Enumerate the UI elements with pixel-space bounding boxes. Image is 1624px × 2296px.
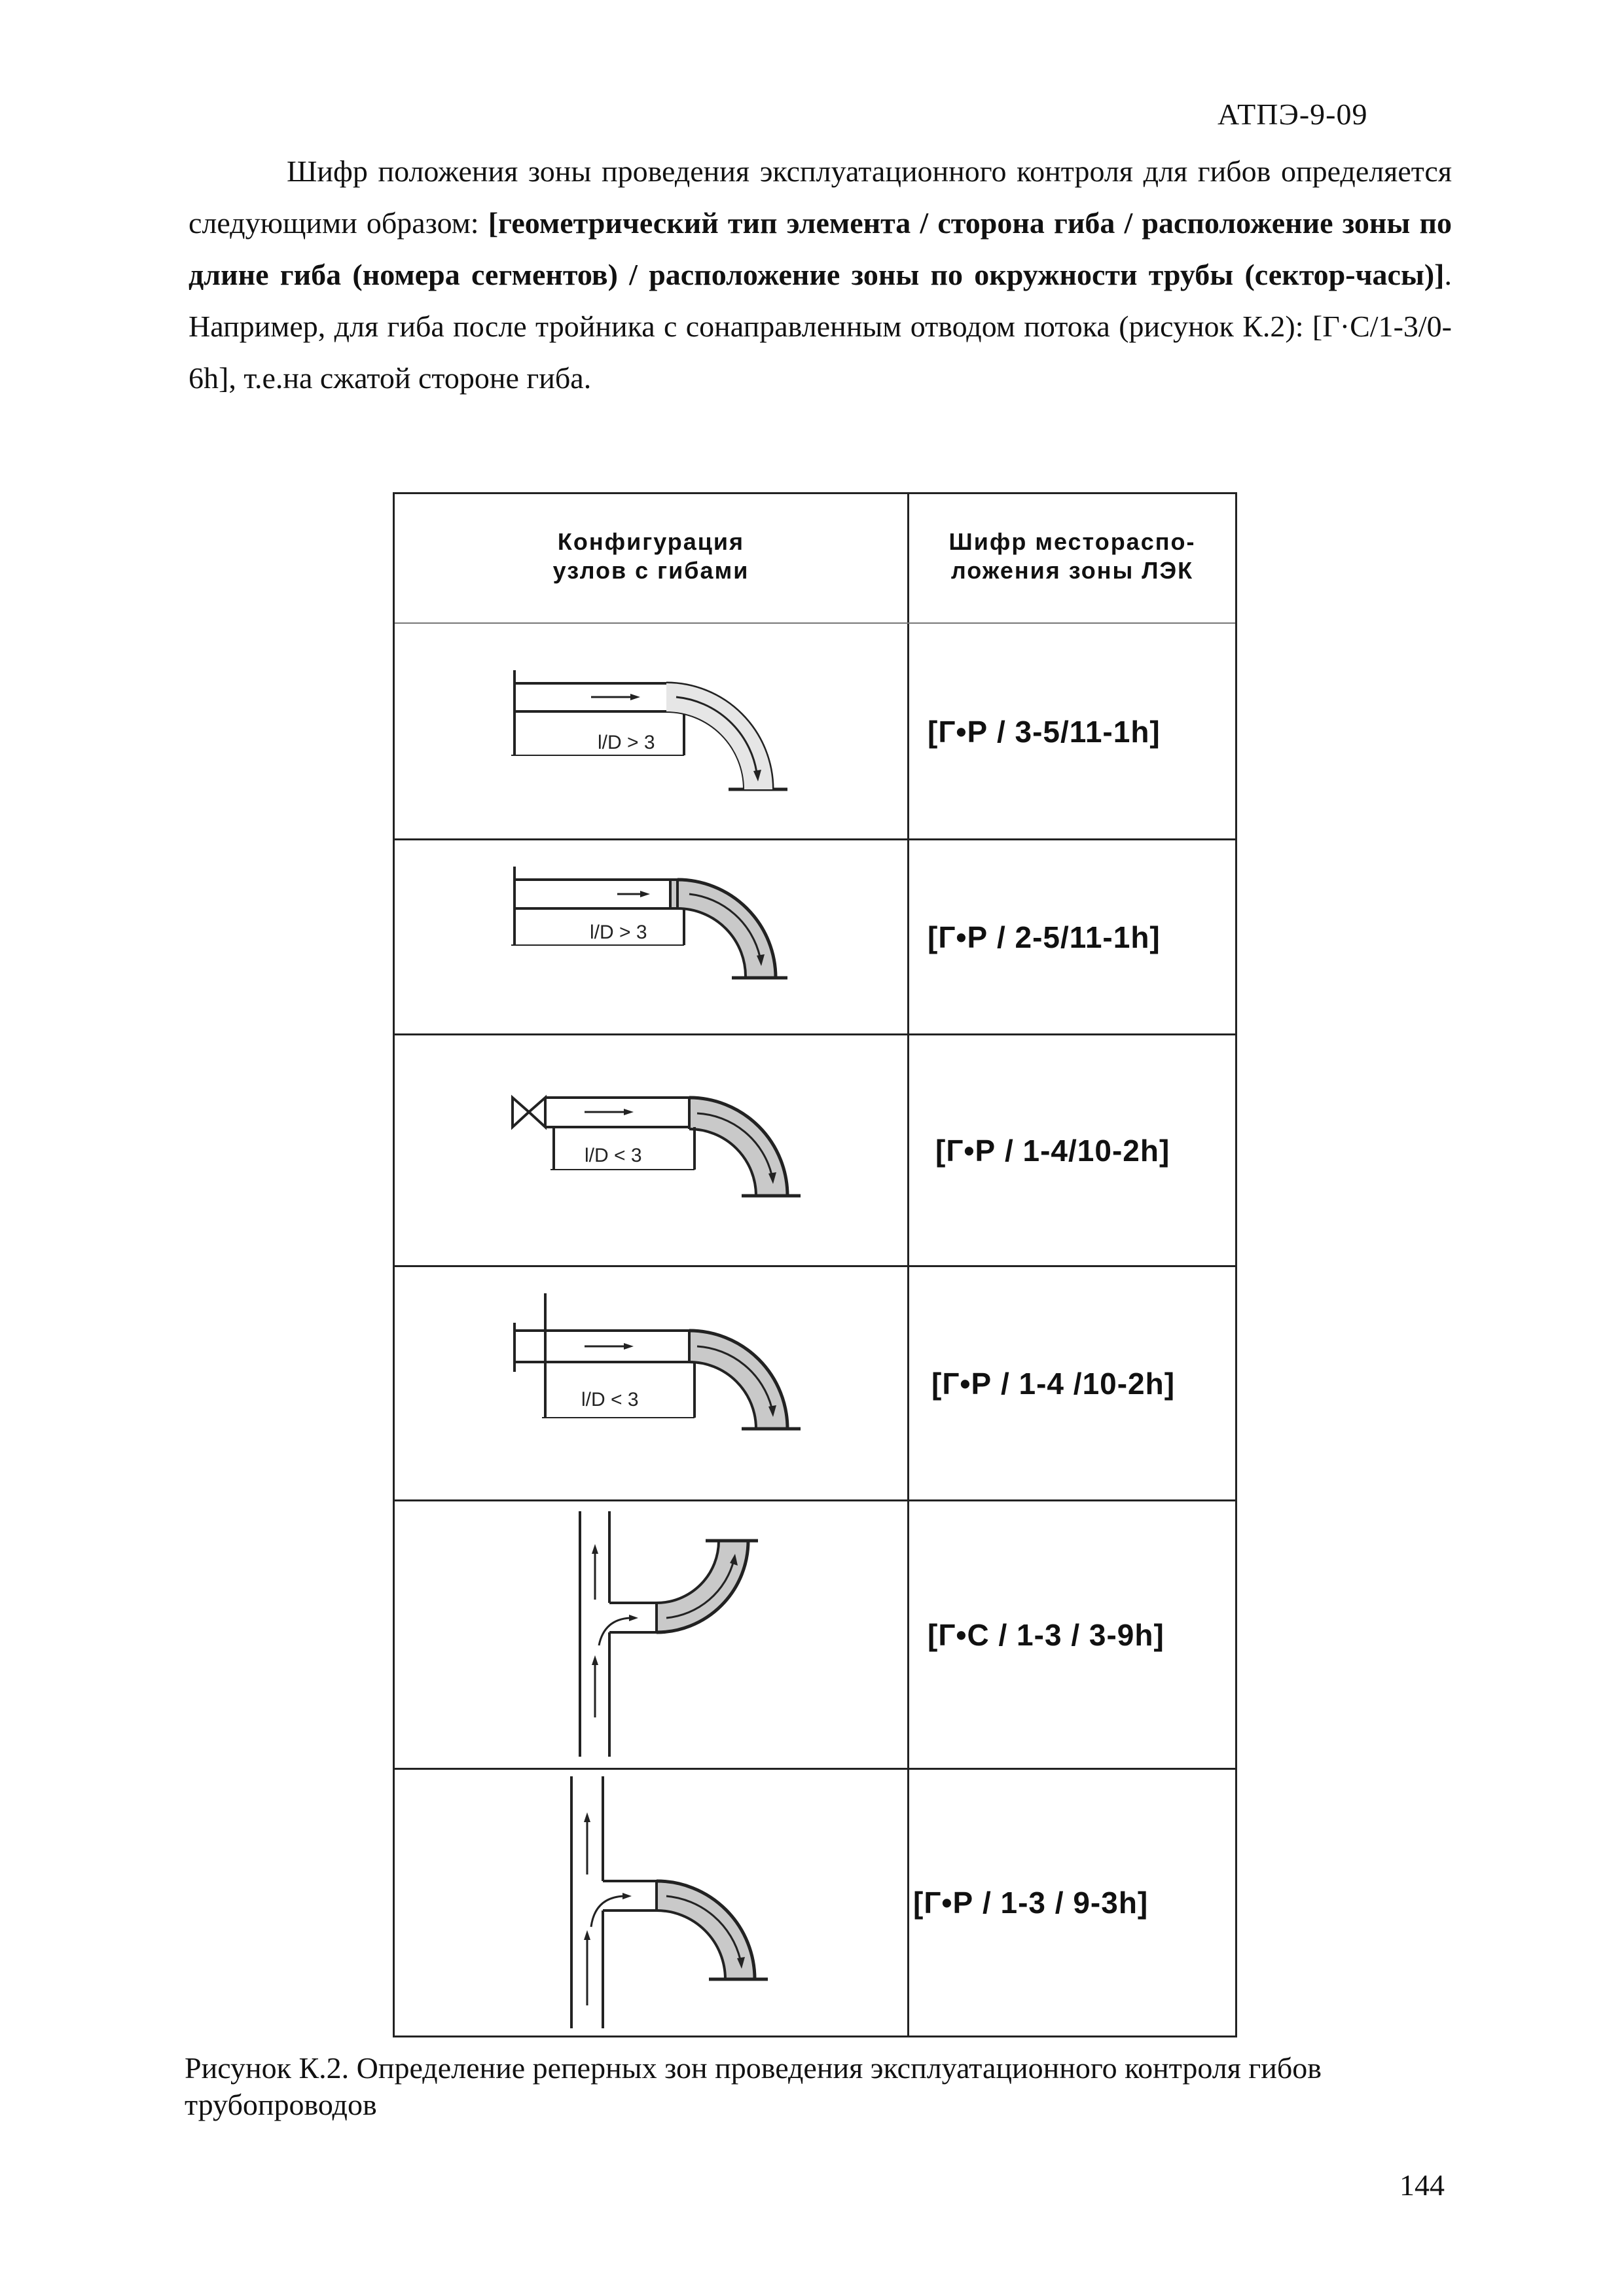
cipher-code (909, 1770, 1239, 2036)
tee-bend-diagram-5 (395, 1501, 907, 1768)
row-divider (395, 622, 1235, 624)
page-number: 144 (1399, 2168, 1445, 2202)
cipher-code-text: [Г•Р / 1-4/10-2h] (935, 1133, 1170, 1168)
document-code: АТПЭ-9-09 (1218, 98, 1368, 131)
cipher-code-text: [Г•Р / 1-3 / 9-3h] (913, 1886, 1149, 1920)
paragraph-cipher-format: [геометрический тип элемента / сторона гиба / расположение зоны по длине гиба (номера сегментов) / расположение зоны по окружности трубы (сектор-часы)] (189, 206, 1452, 291)
cipher-code (909, 840, 1254, 1033)
cipher-code-text: [Г•Р / 1-4 /10-2h] (931, 1366, 1176, 1401)
dimension-label: l/D < 3 (581, 1389, 639, 1410)
body-paragraph (189, 145, 1452, 404)
cipher-code (909, 1267, 1257, 1499)
cipher-code-text: [Г•С / 1-3 / 3-9h] (928, 1617, 1164, 1652)
dimension-label: l/D > 3 (590, 922, 647, 943)
bend-diagram-4 (395, 1267, 907, 1499)
dimension-label: l/D < 3 (585, 1145, 642, 1166)
header-code (909, 494, 1235, 619)
header-code-text: Шифр местораспо- ложения зоны ЛЭК (948, 528, 1196, 584)
cipher-code-text: [Г•Р / 3-5/11-1h] (928, 714, 1161, 749)
cipher-code (909, 1035, 1261, 1265)
paragraph-text-2: . Например, для гиба после тройника с сонаправленным отводом потока (рисунок К.2): [Г·С/1-3/0-6h], т.е.на сжатой стороне гиба. (189, 258, 1452, 395)
figure-table (393, 492, 1237, 2037)
cipher-code (909, 624, 1254, 838)
figure-caption: Рисунок К.2. Определение реперных зон проведения эксплуатационного контроля гибов трубопроводов (185, 2051, 1322, 2121)
bend-diagram-1 (395, 624, 907, 838)
cipher-code (909, 1501, 1254, 1768)
header-configuration-text: Конфигурация узлов с гибами (552, 528, 749, 584)
header-configuration (395, 494, 907, 619)
paragraph-text-1: Шифр положения зоны проведения эксплуатационного контроля для гибов определяется следующими образом: (189, 154, 1452, 240)
cipher-code-text: [Г•Р / 2-5/11-1h] (928, 920, 1161, 954)
dimension-label: l/D > 3 (598, 732, 655, 753)
tee-bend-diagram-6 (395, 1770, 907, 2036)
bend-diagram-3 (395, 1035, 907, 1265)
bend-diagram-2 (395, 840, 907, 1033)
